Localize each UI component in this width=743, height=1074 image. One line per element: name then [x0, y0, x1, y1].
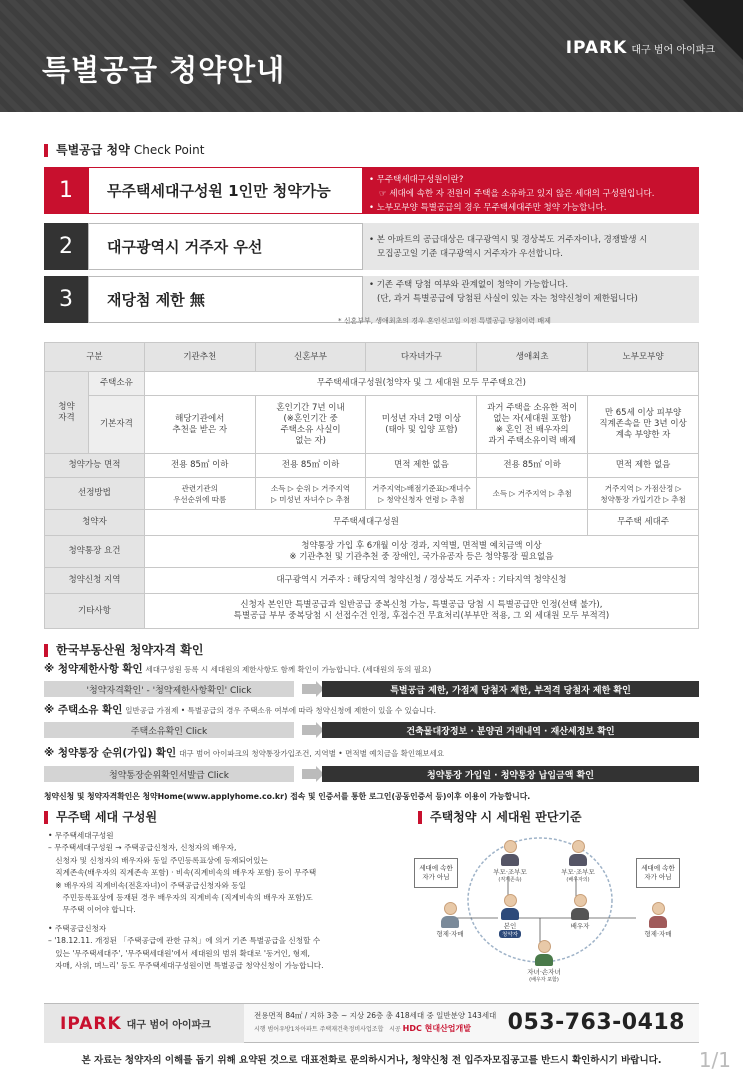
footer-notice: 본 자료는 청약자의 이해를 돕기 위해 요약된 것으로 대표전화로 문의하시거나, 청약신청 전 입주자모집공고를 반드시 확인하시기 바랍니다. [81, 1055, 662, 1066]
row-label: 주택소유 [88, 372, 144, 396]
row-label: 기본자격 [88, 396, 144, 454]
children-person: 자녀·손자녀 (배우자 포함) [522, 940, 566, 983]
footer-info: 전용면적 84㎡ / 지하 3층 ~ 지상 26층 총 418세대 중 일반분양 143세대 시행 범어우방1차아파트 주택재건축정비사업조합 시공 HDC 현대산업개발 [254, 1011, 497, 1033]
table-cell: 전용 85㎡ 이하 [144, 454, 255, 478]
table-cell: 면적 제한 없음 [366, 454, 477, 478]
household-diagram [410, 830, 700, 990]
table-cell: 무주택 세대주 [588, 510, 699, 536]
table-row [45, 372, 699, 396]
row-label: 선정방법 [45, 478, 145, 510]
row-label: 청약 자격 [45, 372, 89, 454]
checkpoint-2 [44, 223, 699, 270]
checkpoint-note: * 신혼부부, 생애최초의 경우 혼인신고일 이전 특별공급 당첨이력 배제 [338, 317, 551, 325]
table-row [45, 594, 699, 629]
row-label: 청약가능 면적 [45, 454, 145, 478]
table-cell: 전용 85㎡ 이하 [255, 454, 366, 478]
table-cell: 무주택세대구성원 [144, 510, 587, 536]
table-cell: 관련기관의 우선순위에 따름 [144, 478, 255, 510]
spec-table [44, 342, 699, 629]
checkpoint-1 [44, 167, 699, 214]
self-person: 본인 청약자 [490, 894, 530, 938]
row-label: 청약자 [45, 510, 145, 536]
restriction-check-link[interactable]: '청약자격확인' - '청약제한사항확인' Click [44, 681, 294, 697]
verify-section-title: 한국부동산원 청약자격 확인 [44, 644, 203, 657]
checkpoint-desc: • 기존 주택 당첨 여부와 관계없이 청약이 가능합니다. (단, 과거 특별공급에 당첨된 사실이 있는 자는 청약신청이 제한됩니다) [369, 280, 638, 304]
table-cell: 소득 ▷ 순위 ▷ 거주지역 ▷ 미성년 자녀수 ▷ 추첨 [255, 478, 366, 510]
table-row [45, 454, 699, 478]
contact-phone[interactable]: 053-763-0418 [507, 1010, 685, 1035]
household-section-title: 무주택 세대 구성원 [44, 811, 157, 824]
table-header: 기관추천 [144, 343, 255, 372]
applyhome-notice: 청약신청 및 청약자격확인은 청약Home(www.applyhome.co.kr) 접속 및 인증서를 통한 로그인(공동인증서 등)이후 이용이 가능합니다. [44, 792, 531, 801]
arrow-right-icon [302, 684, 316, 694]
verify-row-3-title: ※ 청약통장 순위(가입) 확인 대구 범어 아이파크의 청약통장가입조건, 지역별 • 면적별 예치금을 확인해보세요 [44, 747, 445, 759]
table-cell: 청약통장 가입 후 6개월 이상 경과, 지역별, 면적별 예치금액 이상 ※ 기관추천 및 기관추천 중 장애인, 국가유공자 등은 청약통장 필요없음 [144, 536, 698, 568]
verify-row-1-title: ※ 청약제한사항 확인 세대구성원 등록 시 세대원의 제한사항도 함께 확인이 가능합니다. (세대원의 동의 필요) [44, 663, 432, 675]
table-header: 생애최초 [477, 343, 588, 372]
not-household-box-left: 세대에 속한 자가 아님 [414, 858, 458, 888]
page-title: 특별공급 청약안내 [42, 53, 286, 87]
table-header: 구분 [45, 343, 145, 372]
table-cell: 만 65세 이상 피부양 직계존속을 만 3년 이상 계속 부양한 자 [588, 396, 699, 454]
table-cell: 전용 85㎡ 이하 [477, 454, 588, 478]
checkpoint-number: 3 [44, 276, 88, 323]
account-rank-check-link[interactable]: 청약통장순위확인서발급 Click [44, 766, 294, 782]
table-header: 다자녀가구 [366, 343, 477, 372]
table-cell: 거주지역▷배점기준표▷재녀수 ▷ 청약신청자 연령 ▷ 추첨 [366, 478, 477, 510]
footer [44, 1003, 699, 1043]
table-cell: 과거 주택을 소유한 적이 없는 자(세대원 포함) ※ 혼인 전 배우자의 과거 주택소유이력 배제 [477, 396, 588, 454]
house-ownership-result: 건축물대장정보 · 분양권 거래내역 · 재산세정보 확인 [322, 722, 699, 738]
checkpoint-number: 1 [44, 167, 88, 214]
not-household-box-right: 세대에 속한 자가 아님 [636, 858, 680, 888]
grandparents-left: 부모·조부모 (직계존속) [490, 840, 530, 883]
row-label: 청약통장 요건 [45, 536, 145, 568]
household-description: • 무주택세대구성원 – 무주택세대구성원 → 주택공급신청자, 신청자의 배우자, 신청자 및 신청자의 배우자와 동일 주민등록표상에 등재되어있는 직계존속(배우자의 직계존속 포함) · 비속(직계비속의 배우자 포함) 등이 무주택 ※ 배우자의 직계비속(전혼자녀)이 주택공급신청자와 동일 주민등록표상에 등재된 경우 배우자의 직계비속 (직계비속의 배우자 포함)도 무주택 이어야 합니다. • 주택공급신청자 – '18.12.11. 개정된 「주택공급에 관한 규칙」에 의거 기존 특별공급을 신청할 수 있는 '무주택세대주', '무주택세대원'에서 세대원의 범위 확대로 '동거인, 형제, 자매, 사위, 며느리' 등도 무주택세대구성원이면 특별공급 청약신청이 가능합니다. [48, 831, 324, 971]
table-cell: 면적 제한 없음 [588, 454, 699, 478]
table-cell: 무주택세대구성원(청약자 및 그 세대원 모두 무주택요건) [144, 372, 698, 396]
checkpoint-number: 2 [44, 223, 88, 270]
grandparents-right: 부모·조부모 (배우자의) [558, 840, 598, 883]
table-cell: 미성년 자녀 2명 이상 (태아 및 입양 포함) [366, 396, 477, 454]
table-header: 노부모부양 [588, 343, 699, 372]
arrow-right-icon [302, 725, 316, 735]
account-rank-result: 청약통장 가입일 · 청약통장 납입금액 확인 [322, 766, 699, 782]
table-cell: 신청자 본인만 특별공급과 일반공급 중복신청 가능, 특별공급 당첨 시 특별공급만 인정(선택 불가), 특별공급 부부 중복당첨 시 선접수건 인정, 후접수건 무효처리(부부만 적용, 그 외 세대원 모두 부적격) [144, 594, 698, 629]
table-header: 신혼부부 [255, 343, 366, 372]
checkpoint-desc: • 무주택세대구성원이란? ☞ 세대에 속한 자 전원이 주택을 소유하고 있지 않은 세대의 구성원입니다. • 노부모부양 특별공급의 경우 무주택세대주만 청약 가능합니다. [369, 175, 655, 213]
house-ownership-check-link[interactable]: 주택소유확인 Click [44, 722, 294, 738]
checkpoint-label: 무주택세대구성원 1인만 청약가능 [88, 167, 363, 214]
checkpoint-label: 재당첨 제한 無 [88, 276, 363, 323]
table-cell: 소득 ▷ 거주지역 ▷ 추첨 [477, 478, 588, 510]
table-row [45, 536, 699, 568]
table-row [45, 510, 699, 536]
verify-row-2-title: ※ 주택소유 확인 일반공급 가점제 • 특별공급의 경우 주택소유 여부에 따라 청약신청에 제한이 있을 수 있습니다. [44, 704, 436, 716]
page-header [0, 0, 743, 112]
arrow-right-icon [302, 769, 316, 779]
row-label: 기타사항 [45, 594, 145, 629]
table-cell: 대구광역시 거주자 : 해당지역 청약신청 / 경상북도 거주자 : 기타지역 청약신청 [144, 568, 698, 594]
checkpoint-desc: • 본 아파트의 공급대상은 대구광역시 및 경상북도 거주자이나, 경쟁발생 시 모집공고일 기준 대구광역시 거주자가 우선합니다. [369, 235, 648, 259]
restriction-check-result: 특별공급 제한, 가점제 당첨자 제한, 부적격 당첨자 제한 확인 [322, 681, 699, 697]
checkpoint-section-title: 특별공급 청약 Check Point [44, 144, 204, 157]
row-label: 청약신청 지역 [45, 568, 145, 594]
table-row [45, 568, 699, 594]
table-cell: 해당기관에서 추천을 받은 자 [144, 396, 255, 454]
table-cell: 혼인기간 7년 이내 (※혼인기간 중 주택소유 사실이 없는 자) [255, 396, 366, 454]
table-cell: 거주지역 ▷ 가점산정 ▷ 청약통장 가입기간 ▷ 추첨 [588, 478, 699, 510]
checkpoint-label: 대구광역시 거주자 우선 [88, 223, 363, 270]
table-row [45, 396, 699, 454]
footer-logo: IPARK 대구 범어 아이파크 [44, 1004, 244, 1043]
table-header-row [45, 343, 699, 372]
brand-logo: IPARK 대구 범어 아이파크 [565, 38, 715, 58]
diagram-section-title: 주택청약 시 세대원 판단기준 [418, 811, 582, 824]
spouse-person: 배우자 [560, 894, 600, 930]
table-row [45, 478, 699, 510]
siblings-left: 형제·자매 [430, 902, 470, 938]
siblings-right: 형제·자매 [636, 902, 680, 938]
page-number: 1/1 [698, 1048, 731, 1072]
